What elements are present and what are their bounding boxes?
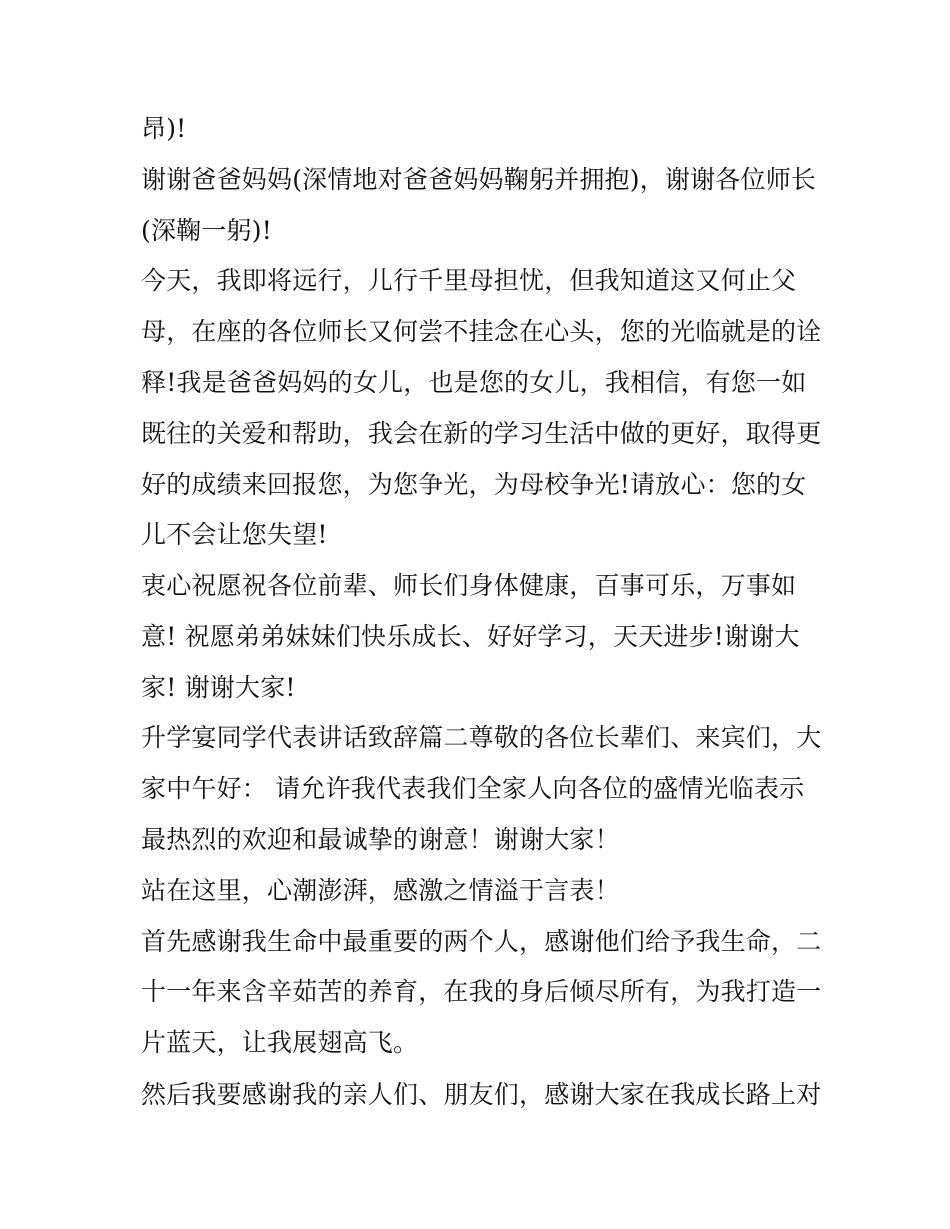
text-line: 昂)! bbox=[141, 114, 187, 143]
text-line: 升学宴同学代表讲话致辞篇二尊敬的各位长辈们、来宾们，大 bbox=[141, 723, 822, 752]
text-line: 片蓝天，让我展翅高飞。 bbox=[141, 1028, 419, 1057]
text-line: 既往的关爱和帮助，我会在新的学习生活中做的更好，取得更 bbox=[141, 419, 822, 448]
text-line: 儿不会让您失望! bbox=[141, 520, 328, 549]
text-line: 家! 谢谢大家! bbox=[141, 673, 296, 702]
text-line: 然后我要感谢我的亲人们、朋友们，感谢大家在我成长路上对 bbox=[141, 1080, 822, 1109]
text-line: 母，在座的各位师长又何尝不挂念在心头，您的光临就是的诠 bbox=[141, 317, 822, 346]
text-line: 今天，我即将远行，儿行千里母担忧，但我知道这又何止父 bbox=[141, 266, 797, 295]
text-line: 好的成绩来回报您，为您争光，为母校争光!请放心：您的女 bbox=[141, 470, 807, 499]
text-line: 十一年来含辛茹苦的养育，在我的身后倾尽所有，为我打造一 bbox=[141, 977, 822, 1006]
text-line: 首先感谢我生命中最重要的两个人，感谢他们给予我生命，二 bbox=[141, 927, 822, 956]
text-line: 释!我是爸爸妈妈的女儿，也是您的女儿，我相信，有您一如 bbox=[141, 368, 807, 397]
text-line: 衷心祝愿祝各位前辈、师长们身体健康，百事可乐，万事如 bbox=[141, 571, 797, 600]
text-line: 谢谢爸爸妈妈(深情地对爸爸妈妈鞠躬并拥抱)，谢谢各位师长 bbox=[141, 165, 817, 194]
text-line: 最热烈的欢迎和最诚挚的谢意！谢谢大家！ bbox=[141, 825, 620, 854]
text-line: 家中午好： 请允许我代表我们全家人向各位的盛情光临表示 bbox=[141, 774, 805, 803]
text-line: 意! 祝愿弟弟妹妹们快乐成长、好好学习，天天进步!谢谢大 bbox=[141, 622, 800, 651]
text-line: (深鞠一躬)! bbox=[141, 216, 272, 245]
text-line: 站在这里，心潮澎湃，感激之情溢于言表！ bbox=[141, 876, 620, 905]
